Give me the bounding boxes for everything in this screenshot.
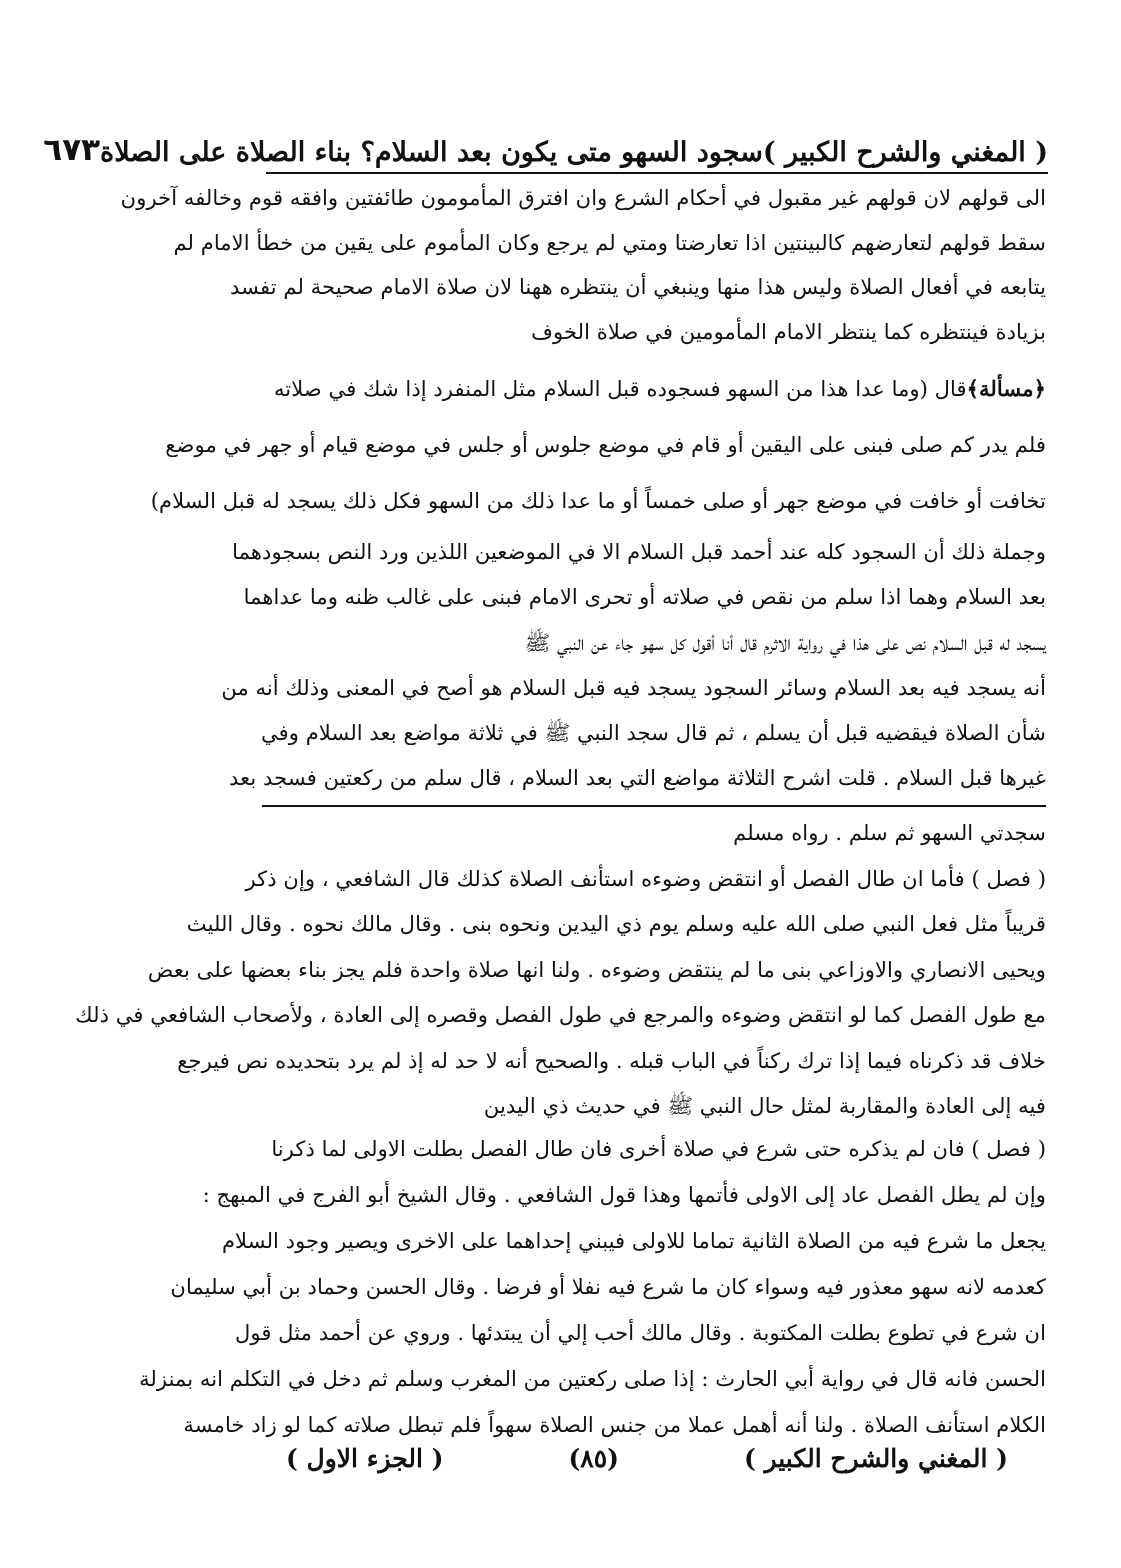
- text-line: الكلام استأنف الصلاة . ولنا أنه أهمل عملا من جنس الصلاة سهواً فلم تبطل صلاته كما لو زاد خامسة: [183, 1412, 1046, 1437]
- footer-volume: ( الجزء الاول ): [286, 1443, 444, 1473]
- text-line: ان شرع في تطوع بطلت المكتوبة . وقال مالك أحب إلي أن يبتدئها . وروي عن أحمد مثل قول: [234, 1320, 1046, 1345]
- text-line: فلم يدر كم صلى فبنى على اليقين أو قام في موضع جلوس أو جلس في موضع قيام أو جهر في موضع: [165, 432, 1046, 457]
- text-line: غيرها قبل السلام . قلت اشرح الثلاثة مواضع التي بعد السلام ، قال سلم من ركعتين فسجد بعد: [229, 765, 1046, 791]
- text-line: قريباً مثل فعل النبي صلى الله عليه وسلم يوم ذي اليدين ونحوه بنى . وقال مالك نحوه . وقال الليث: [186, 911, 1046, 936]
- footer-sheet-number: (٨٥): [568, 1443, 619, 1473]
- text-line: وجملة ذلك أن السجود كله عند أحمد قبل السلام الا في الموضعين اللذين ورد النص بسجودهما: [232, 539, 1046, 564]
- text-line: بعد السلام وهما اذا سلم من نقص في صلاته أو تحرى الامام فبنى على غالب ظنه وما عداهما: [243, 584, 1046, 610]
- commentary-paragraph: [221, 529, 1046, 801]
- lower-paragraph: [75, 810, 1046, 1129]
- text-line: بزيادة فينتظره كما ينتظر الامام المأمومين في صلاة الخوف: [531, 318, 1046, 344]
- lower-paragraph-second: [139, 1126, 1046, 1448]
- header-section-title: سجود السهو متى يكون بعد السلام؟ بناء الصلاة على الصلاة: [100, 137, 763, 168]
- masala-first-line: قال (وما عدا هذا من السهو فسجوده قبل السلام مثل المنفرد إذا شك في صلاته: [273, 376, 967, 401]
- text-line: أنه يسجد فيه بعد السلام وسائر السجود يسجد فيه قبل السلام هو أصح في المعنى وذلك أنه من: [221, 674, 1046, 700]
- text-line: [262, 361, 1046, 417]
- text-line: ويحيى الانصاري والاوزاعي بنى ما لم ينتقض وضوءه . ولنا انها صلاة واحدة فلم يجز بناء بعضها على بعض: [147, 956, 1046, 982]
- text-line: الى قولهم لان قولهم غير مقبول في أحكام الشرع وان افترق المأمومون طائفتين وافقه قوم وخالفه آخرون: [120, 185, 1046, 210]
- text-line: الحسن فانه قال في رواية أبي الحارث : إذا صلى ركعتين من المغرب وسلم ثم دخل في التكلم انه بمنزلة: [139, 1366, 1046, 1391]
- section-divider: [262, 805, 1046, 807]
- page-header: [43, 126, 1048, 168]
- text-line: سقط قولهم لتعارضهم كالبينتين اذا تعارضتا ومتي لم يرجع وكان المأموم على يقين من خطأ الامام لم: [173, 229, 1046, 255]
- text-line: ( فصل ) فأما ان طال الفصل أو انتقض وضوءه استأنف الصلاة كذلك قال الشافعي ، وإن ذكر: [245, 865, 1046, 891]
- text-line: كعدمه لانه سهو معذور فيه وسواء كان ما شرع فيه نفلا أو فرضا . وقال الحسن وحماد بن أبي سليمان: [170, 1274, 1046, 1299]
- text-line: ( فصل ) فان لم يذكره حتى شرع في صلاة أخرى فان طال الفصل بطلت الاولى لما ذكرنا: [271, 1136, 1046, 1161]
- masala-paragraph: [150, 361, 1046, 529]
- text-line: تخافت أو خافت في موضع جهر أو صلى خمساً أو ما عدا ذلك من السهو فكل ذلك يسجد له قبل السلام): [150, 488, 1046, 513]
- footer-book-title: ( المغني والشرح الكبير ): [743, 1443, 1008, 1473]
- upper-paragraph: [120, 176, 1046, 354]
- header-rule: [266, 172, 1048, 174]
- text-line: يتابعه في أفعال الصلاة وليس هذا منها وينبغي أن ينتظره ههنا لان صلاة الامام صحيحة لم تفسد: [230, 274, 1046, 299]
- text-line: مع طول الفصل كما لو انتقض وضوءه والمرجع في طول الفصل وقصره إلى العادة ، ولأصحاب الشافعي في ذلك: [75, 1002, 1046, 1027]
- text-line: خلاف قد ذكرناه فيما إذا ترك ركناً في الباب قبله . والصحيح أنه لا حد له إذ لم يرد بتحديده نص فيرجع: [177, 1047, 1046, 1073]
- masala-marker: ﴿مسألة﴾: [966, 376, 1046, 401]
- text-line: وإن لم يطل الفصل عاد إلى الاولى فأتمها وهذا قول الشافعي . وقال الشيخ أبو الفرج في المبهج :: [202, 1182, 1046, 1207]
- text-line: سجدتي السهو ثم سلم . رواه مسلم: [733, 820, 1046, 845]
- page-footer: [286, 1436, 1008, 1480]
- text-line: شأن الصلاة فيقضيه قبل أن يسلم ، ثم قال سجد النبي ﷺ في ثلاثة مواضع بعد السلام وفي: [260, 720, 1046, 746]
- text-line: يسجد له قبل السلام نص على هذا في رواية الاثرم قال أنا أقول كل سهو جاء عن النبي ﷺ: [524, 629, 1046, 655]
- header-book-title: ( المغني والشرح الكبير ): [762, 137, 1048, 168]
- text-line: فيه إلى العادة والمقاربة لمثل حال النبي ﷺ في حديث ذي اليدين: [483, 1093, 1046, 1118]
- text-line: يجعل ما شرع فيه من الصلاة الثانية تماما للاولى فيبني إحداهما على الاخرى ويصير وجود السلام: [221, 1228, 1046, 1253]
- header-page-number: ٦٧٣: [43, 132, 101, 168]
